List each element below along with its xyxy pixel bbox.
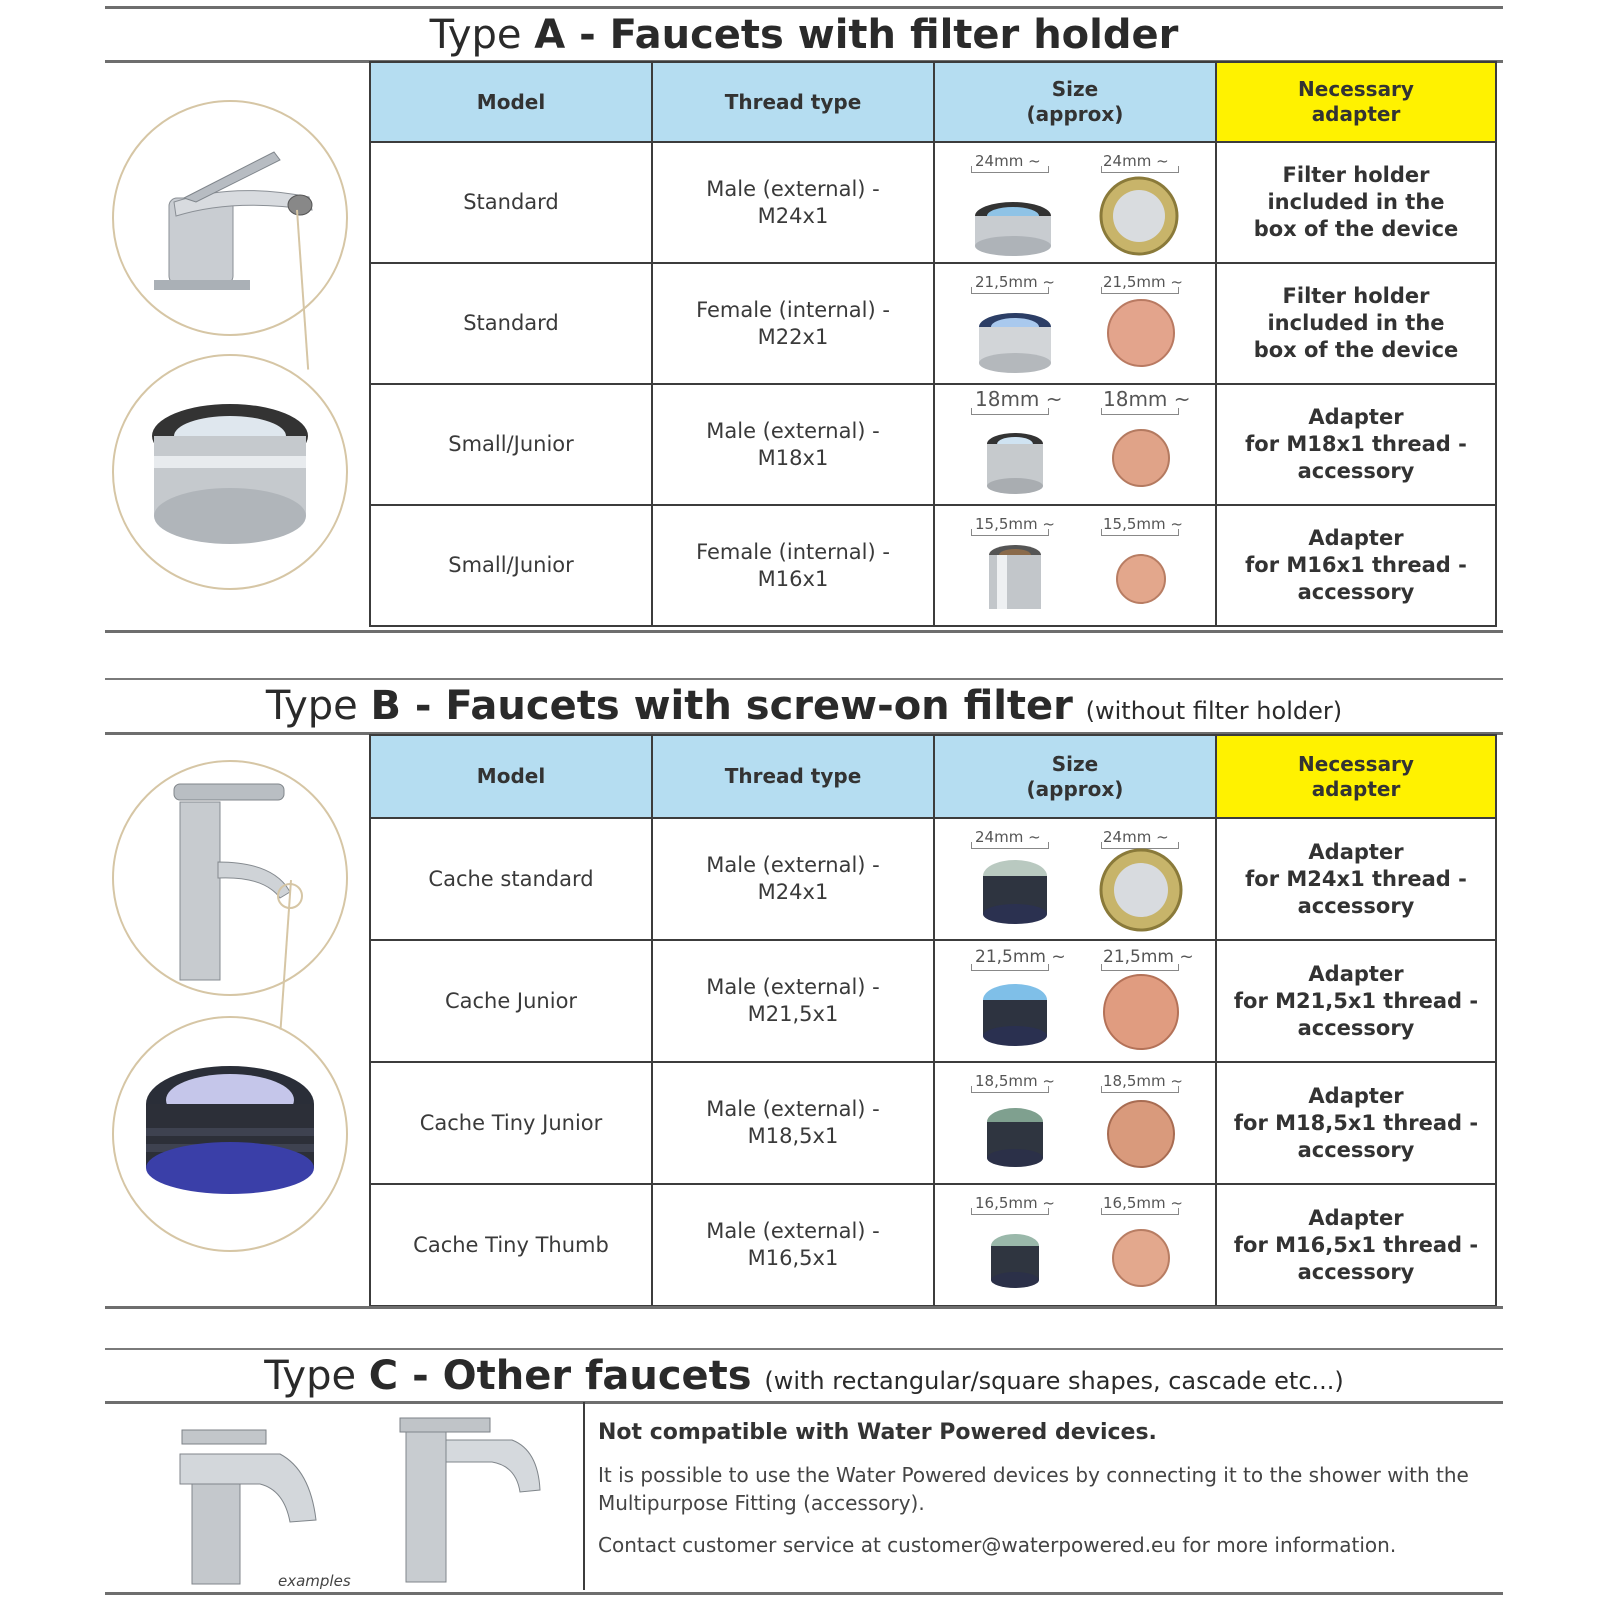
- single-lever-faucet-icon: [114, 102, 346, 334]
- section-a-bottom-rule: [105, 630, 1503, 633]
- single-lever-faucet-icon: [114, 762, 346, 994]
- aerator-and-coin-icon: [935, 144, 1217, 262]
- filter-and-coin-icon: [935, 1064, 1217, 1182]
- model-cell: Standard: [370, 263, 652, 384]
- contact-note: Contact customer service at customer@waterpowered.eu for more information.: [598, 1533, 1397, 1557]
- screw-on-filter-b-circle: [112, 1016, 348, 1252]
- model-cell: Standard: [370, 142, 652, 263]
- thread-cell: Male (external) - M24x1: [652, 818, 934, 940]
- adapter-cell: Adapter for M18,5x1 thread - accessory: [1216, 1062, 1496, 1184]
- adapter-cell: Filter holder included in the box of the device: [1216, 263, 1496, 384]
- model-cell: Cache standard: [370, 818, 652, 940]
- section-b-bottom-rule: [105, 1306, 1503, 1309]
- header-thread-type: Thread type: [652, 735, 934, 818]
- section-a-table: [369, 61, 1497, 627]
- model-cell: Small/Junior: [370, 505, 652, 626]
- table-header-row: [370, 735, 1496, 818]
- adapter-cell: Adapter for M16,5x1 thread - accessory: [1216, 1184, 1496, 1306]
- thread-cell: Female (internal) - M22x1: [652, 263, 934, 384]
- aerator-and-coin-icon: [935, 386, 1217, 504]
- rectangular-faucet-examples-icon: [140, 1410, 560, 1590]
- size-cell: 15,5mm ~ 15,5mm ~: [934, 505, 1216, 626]
- thread-cell: Male (external) - M18x1: [652, 384, 934, 505]
- examples-caption: examples: [278, 1572, 351, 1590]
- table-row: [370, 142, 1496, 263]
- size-cell: 21,5mm ~ 21,5mm ~: [934, 263, 1216, 384]
- adapter-cell: Filter holder included in the box of the device: [1216, 142, 1496, 263]
- faucet-a-circle: [112, 100, 348, 336]
- section-c-text: [598, 1420, 1498, 1559]
- table-header-row: [370, 62, 1496, 142]
- filter-and-coin-icon: [935, 942, 1217, 1060]
- adapter-cell: Adapter for M24x1 thread - accessory: [1216, 818, 1496, 940]
- table-row: [370, 818, 1496, 940]
- aerator-and-coin-icon: [935, 265, 1217, 383]
- incompatibility-heading: Not compatible with Water Powered devices.: [598, 1420, 1157, 1445]
- thread-cell: Female (internal) - M16x1: [652, 505, 934, 626]
- header-size: Size (approx): [934, 62, 1216, 142]
- size-cell: 21,5mm ~ 21,5mm ~: [934, 940, 1216, 1062]
- filter-holder-icon: [114, 356, 346, 588]
- filter-and-coin-icon: [935, 820, 1217, 938]
- adapter-cell: Adapter for M18x1 thread - accessory: [1216, 384, 1496, 505]
- model-cell: Cache Junior: [370, 940, 652, 1062]
- filter-holder-a-circle: [112, 354, 348, 590]
- faucet-b-circle: [112, 760, 348, 996]
- table-row: [370, 384, 1496, 505]
- adapter-cell: Adapter for M21,5x1 thread - accessory: [1216, 940, 1496, 1062]
- section-c-divider: [583, 1402, 585, 1590]
- aerator-and-coin-icon: [935, 507, 1217, 625]
- section-c-top-rule: [105, 1348, 1503, 1350]
- table-row: [370, 263, 1496, 384]
- section-c-title: Type C - Other faucets (with rectangular/square shapes, cascade etc...): [264, 1353, 1344, 1399]
- header-model: Model: [370, 735, 652, 818]
- thread-cell: Male (external) - M21,5x1: [652, 940, 934, 1062]
- size-cell: 24mm ~ 24mm ~: [934, 818, 1216, 940]
- table-row: [370, 505, 1496, 626]
- model-cell: Cache Tiny Junior: [370, 1062, 652, 1184]
- table-row: [370, 1062, 1496, 1184]
- header-necessary-adapter: Necessary adapter: [1216, 62, 1496, 142]
- model-cell: Small/Junior: [370, 384, 652, 505]
- size-cell: 18,5mm ~ 18,5mm ~: [934, 1062, 1216, 1184]
- model-cell: Cache Tiny Thumb: [370, 1184, 652, 1306]
- screw-on-filter-icon: [114, 1018, 346, 1250]
- size-cell: 24mm ~ 24mm ~: [934, 142, 1216, 263]
- section-b-table: [369, 734, 1497, 1307]
- multipurpose-fitting-note: It is possible to use the Water Powered devices by connecting it to the shower with the Multipurpose Fitting (accessory).: [598, 1463, 1469, 1515]
- header-thread-type: Thread type: [652, 62, 934, 142]
- header-model: Model: [370, 62, 652, 142]
- size-cell: 16,5mm ~ 16,5mm ~: [934, 1184, 1216, 1306]
- thread-cell: Male (external) - M24x1: [652, 142, 934, 263]
- size-cell: 18mm ~ 18mm ~: [934, 384, 1216, 505]
- table-row: [370, 1184, 1496, 1306]
- thread-cell: Male (external) - M18,5x1: [652, 1062, 934, 1184]
- section-c-title-rule: [105, 1401, 1503, 1404]
- adapter-cell: Adapter for M16x1 thread - accessory: [1216, 505, 1496, 626]
- section-b-title: Type B - Faucets with screw-on filter (without filter holder): [265, 683, 1343, 729]
- section-c-bottom-rule: [105, 1592, 1503, 1595]
- header-necessary-adapter: Necessary adapter: [1216, 735, 1496, 818]
- table-row: [370, 940, 1496, 1062]
- section-a-title: Type A - Faucets with filter holder: [429, 12, 1179, 58]
- thread-cell: Male (external) - M16,5x1: [652, 1184, 934, 1306]
- filter-and-coin-icon: [935, 1186, 1217, 1304]
- section-b-top-rule: [105, 678, 1503, 680]
- section-a-top-rule: [105, 6, 1503, 9]
- header-size: Size (approx): [934, 735, 1216, 818]
